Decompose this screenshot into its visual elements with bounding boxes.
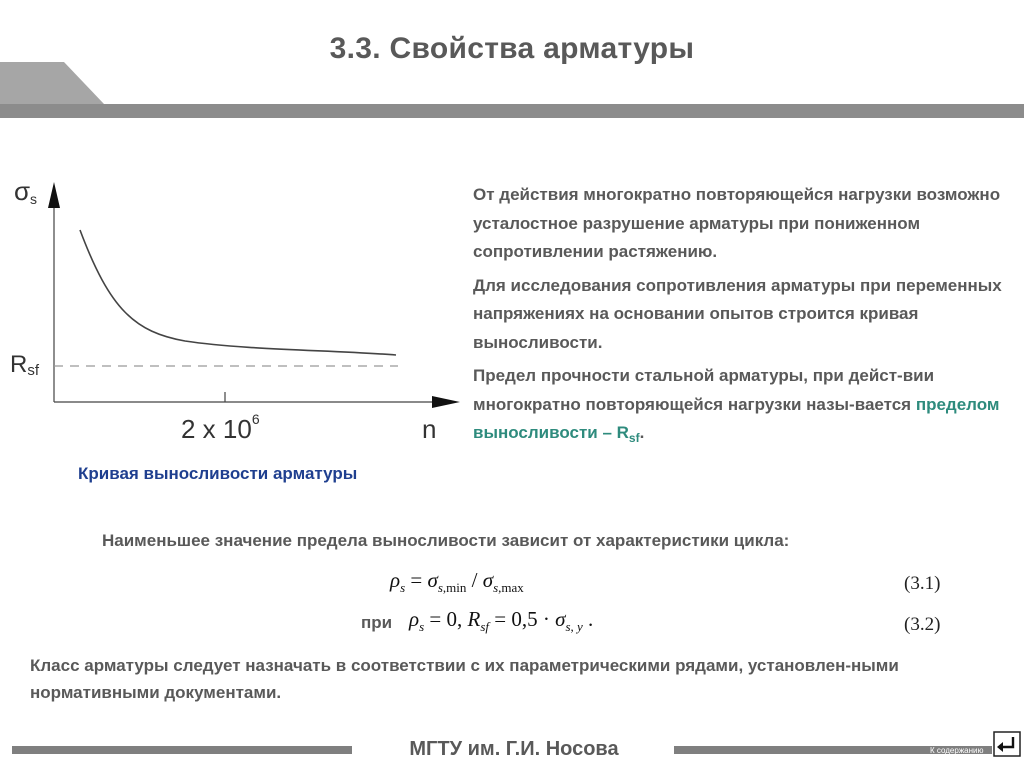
formula-3-1-number: (3.1) (904, 573, 941, 594)
chart-caption: Кривая выносливости арматуры (78, 464, 358, 483)
description-text (473, 181, 1003, 458)
paragraph-2: Для исследования сопротивления арматуры при переменных напряжениях на основании опытов строится кривая выносливости. (473, 275, 1002, 352)
y-axis-label: σs (14, 176, 38, 207)
paragraph-1: От действия многократно повторяющейся нагрузки возможно усталостное разрушение арматуры при пониженном сопротивлении растяжению. (473, 185, 1001, 261)
x-tick-label: 2 x $10^6$ (181, 411, 260, 444)
formula-3-1: $\rho_s = \sigma_{s,min} / \sigma_{s,max}$ (390, 568, 524, 596)
footer-org: МГТУ им. Г.И. Носова (409, 738, 619, 760)
page-title: 3.3. Свойства арматуры (329, 32, 695, 65)
fatigue-curve-chart (0, 160, 470, 460)
y-axis-arrow (48, 182, 60, 208)
rsf-label: Rsf (10, 351, 40, 379)
formula-prefix: при (361, 613, 393, 632)
min-value-text: Наименьшее значение предела выносливости зависит от характеристики цикла: (102, 531, 790, 550)
formula-3-2: $\rho_s = 0$, $R_{sf} = 0,5 \cdot \sigma_{s, y}$ . (409, 607, 594, 635)
paragraph-3: Предел прочности стальной арматуры, при дейст-вии многократно повторяющейся нагрузки назы-вается пределом выносливости – $R_{sf}$. (473, 366, 1000, 445)
fatigue-curve (80, 230, 396, 355)
fatigue-limit-term: пределом выносливости – $R_{sf}$ (473, 394, 1000, 445)
formula-3-2-number: (3.2) (904, 614, 941, 635)
x-axis-arrow (432, 396, 460, 408)
header-band (0, 62, 1024, 122)
footer-bar-left (12, 746, 352, 754)
toc-link[interactable]: К содержанию (930, 746, 984, 755)
back-arrow-icon[interactable] (993, 731, 1021, 757)
x-axis-label: n (422, 414, 437, 444)
class-text: Класс арматуры следует назначать в соответствии с их параметрическими рядами, установлен-ными нормативными документами. (30, 656, 899, 702)
